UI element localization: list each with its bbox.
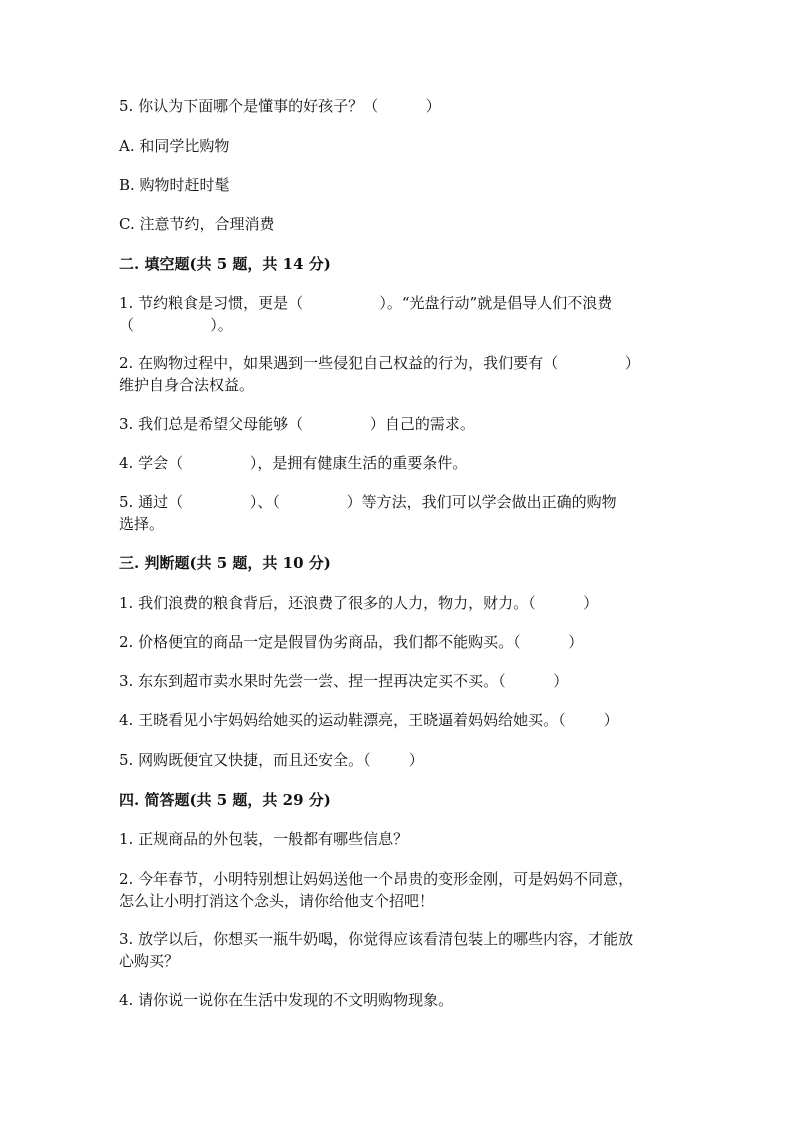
short-question-4: 4. 请你说一说你在生活中发现的不文明购物现象。 <box>119 991 454 1009</box>
judge-question-3: 3. 东东到超市卖水果时先尝一尝、捏一捏再决定买不买。（ ） <box>119 672 569 690</box>
short-question-3-line-2: 心购买？ <box>119 952 180 970</box>
question-5-choice: 5. 你认为下面哪个是懂事的好孩子？（ ） <box>119 97 441 115</box>
section-fill-in-heading: 二. 填空题(共 5 题，共 14 分) <box>119 255 331 273</box>
fill-question-3: 3. 我们总是希望父母能够（ ）自己的需求。 <box>119 415 475 433</box>
fill-question-1-line-1: 1. 节约粮食是习惯，更是（ ）。“光盘行动”就是倡导人们不浪费 <box>119 294 613 312</box>
fill-question-4: 4. 学会（ ），是拥有健康生活的重要条件。 <box>119 454 468 472</box>
section-short-answer-heading: 四. 简答题(共 5 题，共 29 分) <box>119 791 331 809</box>
fill-question-2-line-1: 2. 在购物过程中，如果遇到一些侵犯自己权益的行为，我们要有（ ） <box>119 354 640 372</box>
section-true-false-heading: 三. 判断题(共 5 题，共 10 分) <box>119 554 331 572</box>
short-question-2-line-2: 怎么让小明打消这个念头，请你给他支个招吧！ <box>119 892 435 910</box>
option-a: A. 和同学比购物 <box>119 137 230 155</box>
judge-question-5: 5. 网购既便宜又快捷，而且还安全。（ ） <box>119 751 424 769</box>
option-b: B. 购物时赶时髦 <box>119 176 230 194</box>
short-question-2-line-1: 2. 今年春节，小明特别想让妈妈送他一个昂贵的变形金刚，可是妈妈不同意， <box>119 870 634 888</box>
fill-question-5-line-2: 选择。 <box>119 515 165 533</box>
judge-question-1: 1. 我们浪费的粮食背后，还浪费了很多的人力，物力，财力。（ ） <box>119 594 599 612</box>
fill-question-2-line-2: 维护自身合法权益。 <box>119 376 255 394</box>
short-question-3-line-1: 3. 放学以后，你想买一瓶牛奶喝，你觉得应该看清包装上的哪些内容，才能放 <box>119 930 634 948</box>
judge-question-4: 4. 王晓看见小宇妈妈给她买的运动鞋漂亮，王晓逼着妈妈给她买。（ ） <box>119 711 619 729</box>
judge-question-2: 2. 价格便宜的商品一定是假冒伪劣商品，我们都不能购买。（ ） <box>119 633 584 651</box>
fill-question-1-line-2: （ ）。 <box>119 316 233 334</box>
fill-question-5-line-1: 5. 通过（ ）、（ ）等方法，我们可以学会做出正确的购物 <box>119 493 617 511</box>
short-question-1: 1. 正规商品的外包装，一般都有哪些信息？ <box>119 830 409 848</box>
option-c: C. 注意节约，合理消费 <box>119 215 275 233</box>
